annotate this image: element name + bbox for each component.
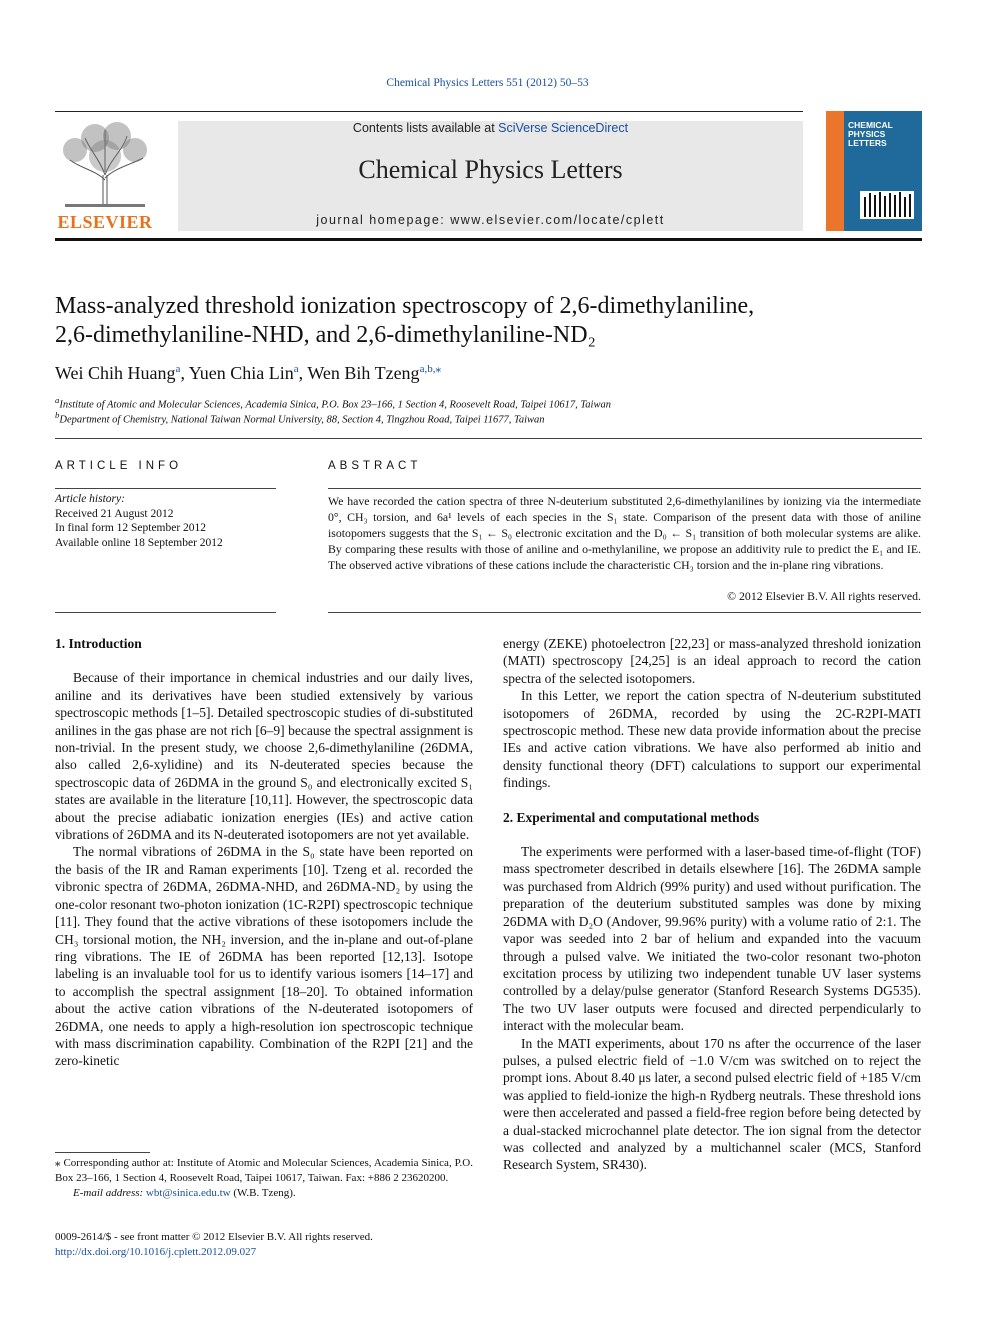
- cover-spectrum: [860, 191, 914, 219]
- email-link[interactable]: wbt@sinica.edu.tw: [145, 1187, 231, 1199]
- email-label: E-mail address:: [73, 1187, 146, 1199]
- cover-line-1: CHEMICAL: [848, 120, 893, 130]
- article-title: [55, 292, 925, 350]
- abstract-text: We have recorded the cation spectra of three N-deuterium substituted 2,6-dimethylanilines by ionizing via the intermediate 0°, CH₃ torsion, and 6a¹ levels of each species in the S₁ state. Comparison of the present data with those of aniline isotopomers suggests that the S₁ ← S₀ electronic excitation and the D₀ ← S₁ transition of both molecular systems are alike. By comparing these results with those of aniline and o-methylaniline, we propose an additivity rule to predict the E₁ and IE. The observed active vibrations of these cations include the characteristic CH₃ torsion and the in-plane ring vibrations.: [328, 494, 921, 572]
- header-rule: [55, 111, 803, 112]
- article-info-heading: ARTICLE INFO: [55, 460, 183, 472]
- footnote-text: ⁎ Corresponding author at: Institute of Atomic and Molecular Sciences, Academia Sinica, P.O. Box 23–166, 1 Section 4, Roosevelt Road, Taipei 10617, Taiwan. Fax: +886 2 23620200.: [55, 1157, 473, 1184]
- paragraph: Because of their importance in chemical industries and our daily lives, aniline and its derivatives have been studied extensively by various spectroscopic methods [1–5]. Detailed spectroscopic studies of di-substituted anilines in the gas phase are not rich [6–9] because the spectral assignment is non-trivial. In the present study, we choose 2,6-dimethylaniline (26DMA, also called 2,6-xylidine) and its N-deuterated species because the spectroscopic data of 26DMA in the ground S₀ and electronically excited S₁ states are available in the literature [10,11]. However, the spectroscopic data about the precise adiabatic ionization energies (IEs) and active cation vibrations of 26DMA and its N-deuterated isotopomers are not yet available.: [55, 670, 473, 843]
- author-name: Wei Chih Huang: [55, 363, 176, 383]
- cover-line-2: PHYSICS: [848, 129, 886, 139]
- author-affil-mark[interactable]: a: [175, 363, 181, 375]
- contents-line: [178, 121, 803, 135]
- journal-title: Chemical Physics Letters: [358, 155, 623, 184]
- author-affil-mark[interactable]: a,b,⁎: [419, 363, 441, 375]
- affiliation-rule: [55, 438, 922, 439]
- journal-homepage[interactable]: journal homepage: www.elsevier.com/locate/cplett: [316, 213, 665, 227]
- online-date: Available online 18 September 2012: [55, 536, 223, 549]
- history-label: Article history:: [55, 493, 125, 505]
- paragraph: The normal vibrations of 26DMA in the S₀ state have been reported on the basis of the IR and Raman experiments [10]. Tzeng et al. recorded the vibronic spectra of 26DMA, 26DMA-NHD, and 26DMA-ND₂ by using the one-color resonant two-photon ionization (1C-R2PI) spectroscopic technique [11]. They found that the active vibrations of these isotopomers include the CH₃ torsional motion, the NH₂ inversion, and the in-plane and out-of-plane ring vibrations. The IE of 26DMA has been reported [12,13]. Isotope labeling is an invaluable tool for us to identify various isomers [14–17] and to accomplish the spectral assignment [18–20]. To obtained information about the active cation vibrations of the N-deuterated isotopomers of 26DMA, one needs to apply a high-resolution ion spectroscopic technique with mass discrimination capability. Combination of the R2PI [21] and the zero-kinetic: [55, 844, 473, 1069]
- author-name: Yuen Chia Lin: [188, 363, 294, 383]
- title-line-2: 2,6-dimethylaniline-NHD, and 2,6-dimethylaniline-ND₂: [55, 322, 596, 348]
- article-history: [55, 492, 276, 550]
- sciencedirect-link[interactable]: SciVerse ScienceDirect: [498, 121, 629, 135]
- journal-citation[interactable]: Chemical Physics Letters 551 (2012) 50–53: [386, 77, 589, 89]
- section-heading-introduction: 1. Introduction: [55, 636, 142, 651]
- contents-prefix: Contents lists available at: [352, 121, 499, 135]
- article-info-bottom-rule: [55, 612, 276, 613]
- bottom-info: [55, 1230, 373, 1260]
- footnote-rule: [55, 1152, 150, 1153]
- article-info-rule: [55, 488, 276, 489]
- author-affil-mark[interactable]: a: [293, 363, 299, 375]
- affiliation-b: $^b$Department of Chemistry, National Taiwan Normal University, 88, Section 4, Tingzhou Road, Taipei 11677, Taiwan: [55, 410, 545, 426]
- corresponding-author-footnote: [55, 1156, 473, 1201]
- paragraph: The experiments were performed with a laser-based time-of-flight (TOF) mass spectrometer described in details elsewhere [16]. The 26DMA sample was purchased from Aldrich (99% purity) and used without purification. The preparation of the deuterium substituted samples was done by mixing 26DMA with D₂O (Andover, 99.96% purity) with a volume ratio of 2:1. The vapor was seeded into 2 bar of helium and expanded into the vacuum through a pulsed valve. We initiated the two-color resonant two-photon excitation process by utilizing two independent tunable UV laser systems controlled by a delay/pulse generator (Stanford Research Systems DG535). The two UV laser outputs were focused and directed perpendicularly to interact with the molecular beam.: [503, 844, 921, 1034]
- elsevier-wordmark: ELSEVIER: [57, 212, 153, 232]
- paragraph: energy (ZEKE) photoelectron [22,23] or mass-analyzed threshold ionization (MATI) spectroscopy [24,25] is an ideal approach to record the cation spectra of the selected isotopomers.: [503, 636, 921, 686]
- paragraph: In the MATI experiments, about 170 ns after the occurrence of the laser pulses, a pulsed electric field of −1.0 V/cm was switched on to reject the prompt ions. About 8.40 μs later, a second pulsed electric field of +185 V/cm was applied to field-ionize the high-n Rydberg neutrals. These threshold ions were then accelerated and passed a field-free region before being detected by a dual-stacked microchannel plate detector. The ion signal from the detector was collected and analyzed by a multichannel scaler (MCS, Stanford Research System, SR430).: [503, 1035, 921, 1173]
- abstract-copyright: © 2012 Elsevier B.V. All rights reserved.: [727, 589, 921, 603]
- body-column-left: [55, 635, 473, 1070]
- cover-line-3: LETTERS: [848, 138, 887, 148]
- section-heading-methods: 2. Experimental and computational methods: [503, 809, 760, 825]
- header-thick-rule: [55, 238, 922, 241]
- doi-link[interactable]: http://dx.doi.org/10.1016/j.cplett.2012.09.027: [55, 1246, 257, 1258]
- author-name: Wen Bih Tzeng: [307, 363, 420, 383]
- title-line-1: Mass-analyzed threshold ionization spectroscopy of 2,6-dimethylaniline,: [55, 293, 755, 319]
- received-date: Received 21 August 2012: [55, 507, 174, 520]
- author-list: Wei Chih Huang$^a$, Yuen Chia Lin$^a$, Wen Bih Tzeng$^{a,b,⁎}$: [55, 363, 441, 383]
- body-column-right: [503, 635, 921, 1174]
- journal-cover-image: [826, 111, 922, 231]
- affiliation-a: $^a$Institute of Atomic and Molecular Sciences, Academia Sinica, P.O. Box 23–166, 1 Section 4, Roosevelt Road, Taipei 10617, Taiwan: [55, 395, 611, 411]
- abstract-heading: ABSTRACT: [328, 460, 422, 472]
- abstract-rule: [328, 488, 921, 489]
- abstract-bottom-rule: [328, 612, 921, 613]
- email-suffix: (W.B. Tzeng).: [230, 1187, 296, 1199]
- revised-date: In final form 12 September 2012: [55, 522, 207, 534]
- paragraph: In this Letter, we report the cation spectra of N-deuterium substituted isotopomers of 26DMA, recorded by using the 2C-R2PI-MATI spectroscopic method. These new data provide information about the precise IEs and active cation vibrations. We have also performed ab initio and density functional theory (DFT) calculations to support our experimental findings.: [503, 688, 921, 791]
- issn-line: 0009-2614/$ - see front matter © 2012 Elsevier B.V. All rights reserved.: [55, 1231, 373, 1243]
